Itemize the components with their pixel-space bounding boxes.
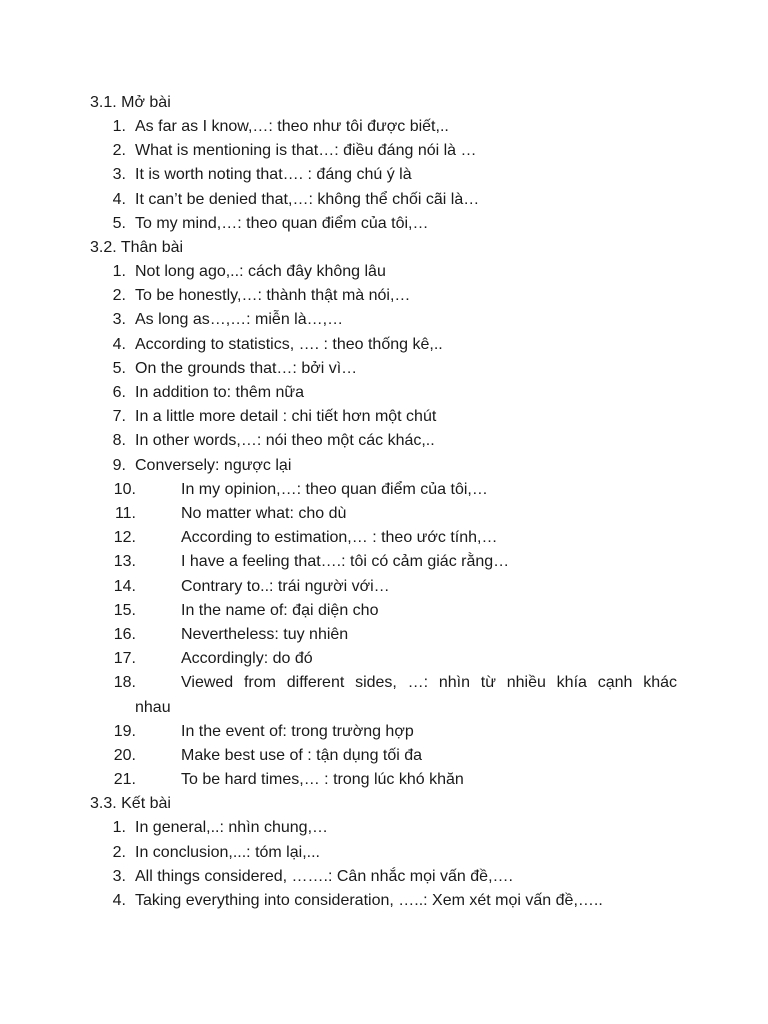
item-number: 7.	[112, 408, 126, 426]
list-item	[0, 502, 768, 526]
item-text: Contrary to..: trái người với…	[181, 577, 390, 595]
item-text: To my mind,…: theo quan điểm của tôi,…	[135, 214, 429, 232]
item-number: 11.	[114, 505, 136, 523]
item-number: 5.	[112, 214, 126, 232]
list-item	[0, 115, 768, 139]
item-number: 19.	[113, 722, 136, 740]
item-text: In general,..: nhìn chung,…	[135, 819, 329, 837]
item-text: According to statistics, …. : theo thống kê,..	[135, 335, 443, 353]
list-item	[0, 599, 768, 623]
item-number: 18.	[113, 674, 136, 692]
item-number: 15.	[113, 601, 136, 619]
item-number: 5.	[112, 359, 126, 377]
item-number: 1.	[112, 819, 126, 837]
item-text: To be honestly,…: thành thật mà nói,…	[135, 287, 411, 305]
list-item	[0, 478, 768, 502]
list-item	[0, 308, 768, 332]
item-number: 3.	[112, 311, 126, 329]
item-text: In my opinion,…: theo quan điểm của tôi,…	[181, 480, 488, 498]
list-item	[0, 575, 768, 599]
item-number: 16.	[113, 626, 136, 644]
list-item	[0, 647, 768, 671]
list-item	[0, 357, 768, 381]
item-text: Viewed from different sides, …: nhìn từ nhiều khía cạnh khác	[181, 674, 677, 692]
item-text: It is worth noting that…. : đáng chú ý là	[135, 166, 412, 184]
list-item	[0, 163, 768, 187]
list-item	[0, 454, 768, 478]
item-text: In the name of: đại diện cho	[181, 601, 379, 619]
item-number: 12.	[113, 529, 136, 547]
list-item	[0, 139, 768, 163]
item-number: 2.	[112, 287, 126, 305]
list-item	[0, 381, 768, 405]
list-item	[0, 768, 768, 792]
section-ket-bai	[0, 792, 768, 913]
item-number: 2.	[112, 843, 126, 861]
item-text: Nevertheless: tuy nhiên	[181, 626, 349, 644]
item-text: I have a feeling that….: tôi có cảm giác rằng…	[181, 553, 510, 571]
item-number: 2.	[112, 142, 126, 160]
item-number: 13.	[113, 553, 136, 571]
phrase-list	[0, 816, 768, 913]
item-text-continuation: nhau	[135, 698, 171, 716]
list-item	[0, 212, 768, 236]
section-heading: 3.1. Mở bài	[90, 94, 171, 111]
item-number: 1.	[112, 118, 126, 135]
item-number: 14.	[113, 577, 136, 595]
list-item	[0, 550, 768, 574]
item-text: It can’t be denied that,…: không thể chối cãi là…	[135, 190, 480, 208]
phrase-list	[0, 260, 768, 792]
list-item	[0, 526, 768, 550]
item-text: Make best use of : tận dụng tối đa	[181, 747, 423, 765]
list-item	[0, 720, 768, 744]
item-text: No matter what: cho dù	[181, 505, 347, 523]
item-text: To be hard times,… : trong lúc khó khăn	[181, 771, 464, 789]
item-number: 3.	[112, 166, 126, 184]
item-number: 4.	[112, 190, 126, 208]
item-text: According to estimation,… : theo ước tính,…	[181, 529, 498, 547]
item-number: 20.	[113, 747, 136, 765]
item-text: In other words,…: nói theo một các khác,..	[135, 432, 435, 450]
list-item	[0, 841, 768, 865]
section-heading: 3.3. Kết bài	[90, 795, 171, 813]
list-item	[0, 865, 768, 889]
item-text: Conversely: ngược lại	[135, 456, 292, 474]
section-heading: 3.2. Thân bài	[90, 239, 184, 257]
item-text: Not long ago,..: cách đây không lâu	[135, 263, 386, 281]
item-number: 4.	[112, 892, 126, 910]
section-than-bai	[0, 236, 768, 792]
list-item	[0, 816, 768, 840]
item-text: As long as…,…: miễn là…,…	[135, 311, 344, 329]
item-number: 8.	[112, 432, 126, 450]
item-text: All things considered, …….: Cân nhắc mọi vấn đề,….	[135, 867, 513, 885]
list-item	[0, 623, 768, 647]
item-text: What is mentioning is that…: điều đáng nói là …	[135, 142, 477, 160]
item-number: 21.	[113, 771, 136, 789]
item-number: 17.	[113, 650, 136, 668]
section-mo-bai	[0, 91, 768, 236]
item-number: 10.	[113, 480, 136, 498]
item-number: 4.	[112, 335, 126, 353]
list-item	[0, 744, 768, 768]
item-number: 3.	[112, 867, 126, 885]
item-text: In addition to: thêm nữa	[135, 384, 305, 402]
list-item	[0, 889, 768, 913]
item-number: 6.	[112, 384, 126, 402]
list-item	[0, 405, 768, 429]
item-text: On the grounds that…: bởi vì…	[135, 359, 358, 377]
item-number: 9.	[112, 456, 126, 474]
list-item	[0, 188, 768, 212]
list-item	[0, 671, 768, 719]
item-text: As far as I know,…: theo như tôi được biết,..	[135, 118, 449, 135]
list-item	[0, 333, 768, 357]
item-text: In conclusion,...: tóm lại,...	[135, 843, 320, 861]
phrase-list	[0, 115, 768, 236]
item-text: In a little more detail : chi tiết hơn một chút	[135, 408, 437, 426]
item-number: 1.	[112, 263, 126, 281]
item-text: In the event of: trong trường hợp	[181, 722, 414, 740]
list-item	[0, 284, 768, 308]
list-item	[0, 260, 768, 284]
list-item	[0, 429, 768, 453]
item-text: Taking everything into consideration, …..: Xem xét mọi vấn đề,…..	[135, 892, 603, 910]
item-text: Accordingly: do đó	[181, 650, 313, 668]
